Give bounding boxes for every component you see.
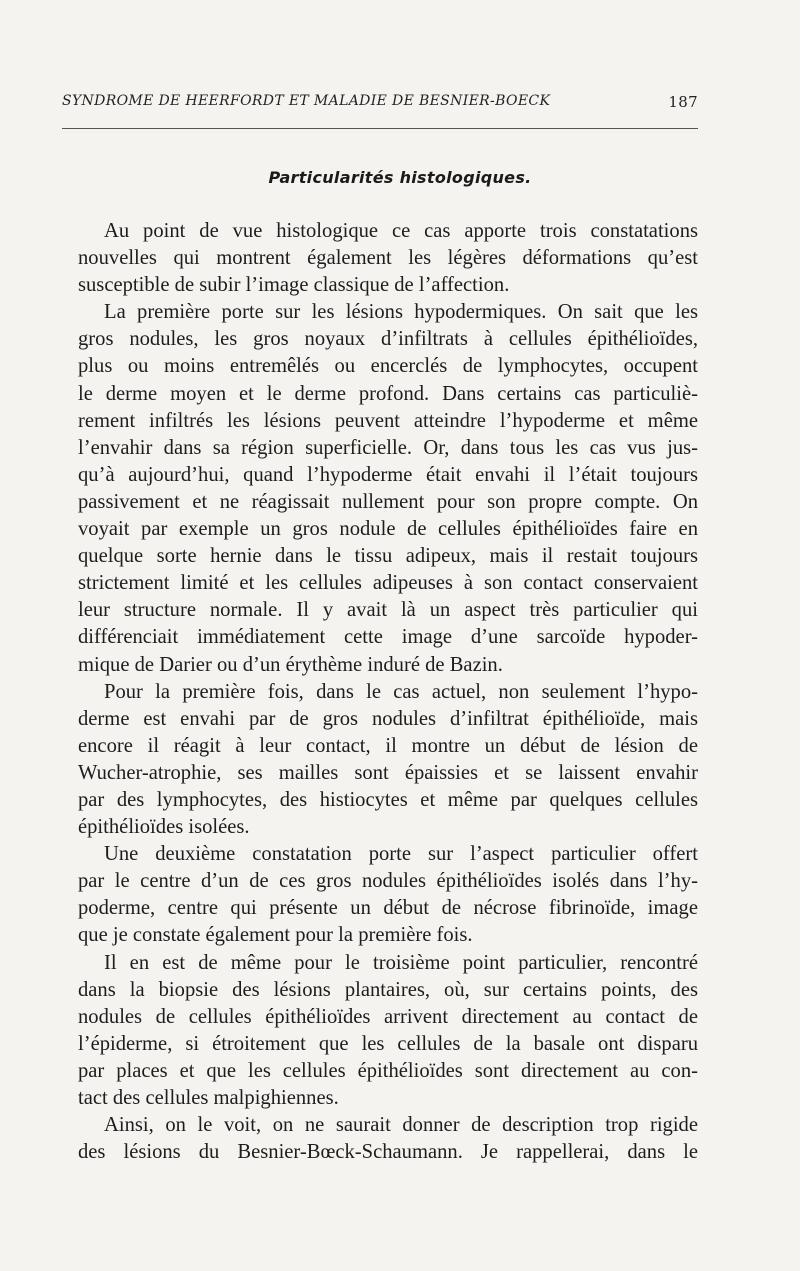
text-line: voyait par exemple un gros nodule de cellules épithélioïdes faire en xyxy=(78,518,698,541)
paragraph xyxy=(78,1112,698,1166)
text-line: Une deuxième constatation porte sur l’aspect particulier offert xyxy=(104,843,698,866)
text-line: des lésions du Besnier-Bœck-Schaumann. Je rappellerai, dans le xyxy=(78,1141,698,1164)
text-line: susceptible de subir l’image classique de l’affection. xyxy=(78,274,510,297)
text-line: strictement limité et les cellules adipeuses à son contact conservaient xyxy=(78,572,698,595)
paragraph xyxy=(78,218,698,299)
running-header xyxy=(62,93,698,115)
section-title: Particularités histologiques. xyxy=(268,168,532,187)
text-line: dans la biopsie des lésions plantaires, où, sur certains points, des xyxy=(78,978,698,1001)
text-line: Wucher-atrophie, ses mailles sont épaissies et se laissent envahir xyxy=(78,761,698,784)
text-line: passivement et ne réagissait nullement pour son propre compte. On xyxy=(78,490,698,513)
text-line: l’épiderme, si étroitement que les cellules de la basale ont disparu xyxy=(78,1032,698,1055)
paragraph xyxy=(78,950,698,1113)
paragraph xyxy=(78,679,698,842)
text-line: nodules de cellules épithélioïdes arrivent directement au contact de xyxy=(78,1005,698,1028)
text-line: Pour la première fois, dans le cas actuel, non seulement l’hypo- xyxy=(104,680,698,703)
text-line: derme est envahi par de gros nodules d’infiltrat épithélioïde, mais xyxy=(78,707,698,730)
text-line: l’envahir dans sa région superficielle. Or, dans tous les cas vus jus- xyxy=(78,436,698,459)
text-line: rement infiltrés les lésions peuvent atteindre l’hypoderme et même xyxy=(78,409,698,432)
running-title: SYNDROME DE HEERFORDT ET MALADIE DE BESNIER-BOECK xyxy=(62,93,551,109)
body-text xyxy=(78,218,698,1166)
text-line: gros nodules, les gros noyaux d’infiltrats à cellules épithélioïdes, xyxy=(78,328,698,351)
text-line: Au point de vue histologique ce cas apporte trois constatations xyxy=(104,220,698,242)
text-line: plus ou moins entremêlés ou encerclés de lymphocytes, occupent xyxy=(78,355,698,378)
text-line: le derme moyen et le derme profond. Dans certains cas particuliè- xyxy=(78,382,698,405)
text-line: par des lymphocytes, des histiocytes et même par quelques cellules xyxy=(78,788,698,811)
text-line: Il en est de même pour le troisième point particulier, rencontré xyxy=(104,951,698,974)
text-line: différenciait immédiatement cette image d’une sarcoïde hypoder- xyxy=(78,626,698,649)
text-line: poderme, centre qui présente un début de nécrose fibrinoïde, image xyxy=(78,897,698,920)
text-line: La première porte sur les lésions hypodermiques. On sait que les xyxy=(104,301,698,324)
text-line: quelque sorte hernie dans le tissu adipeux, mais il restait toujours xyxy=(78,545,698,568)
text-line: qu’à aujourd’hui, quand l’hypoderme était envahi il l’était toujours xyxy=(78,463,698,486)
text-line: encore il réagit à leur contact, il montre un début de lésion de xyxy=(78,734,698,757)
page-number: 187 xyxy=(668,93,698,111)
text-line: Ainsi, on le voit, on ne saurait donner de description trop rigide xyxy=(104,1114,698,1137)
paragraph xyxy=(78,299,698,678)
text-line: nouvelles qui montrent également les légères déformations qu’est xyxy=(78,247,698,270)
text-line: tact des cellules malpighiennes. xyxy=(78,1087,339,1109)
text-line: par places et que les cellules épithélioïdes sont directement au con- xyxy=(78,1059,698,1082)
paragraph xyxy=(78,841,698,949)
header-rule xyxy=(62,128,698,129)
text-line: épithélioïdes isolées. xyxy=(78,816,250,839)
text-line: mique de Darier ou d’un érythème induré de Bazin. xyxy=(78,653,503,676)
text-line: que je constate également pour la première fois. xyxy=(78,924,473,947)
text-line: par le centre d’un de ces gros nodules épithélioïdes isolés dans l’hy- xyxy=(78,870,698,893)
text-line: leur structure normale. Il y avait là un aspect très particulier qui xyxy=(78,599,698,622)
